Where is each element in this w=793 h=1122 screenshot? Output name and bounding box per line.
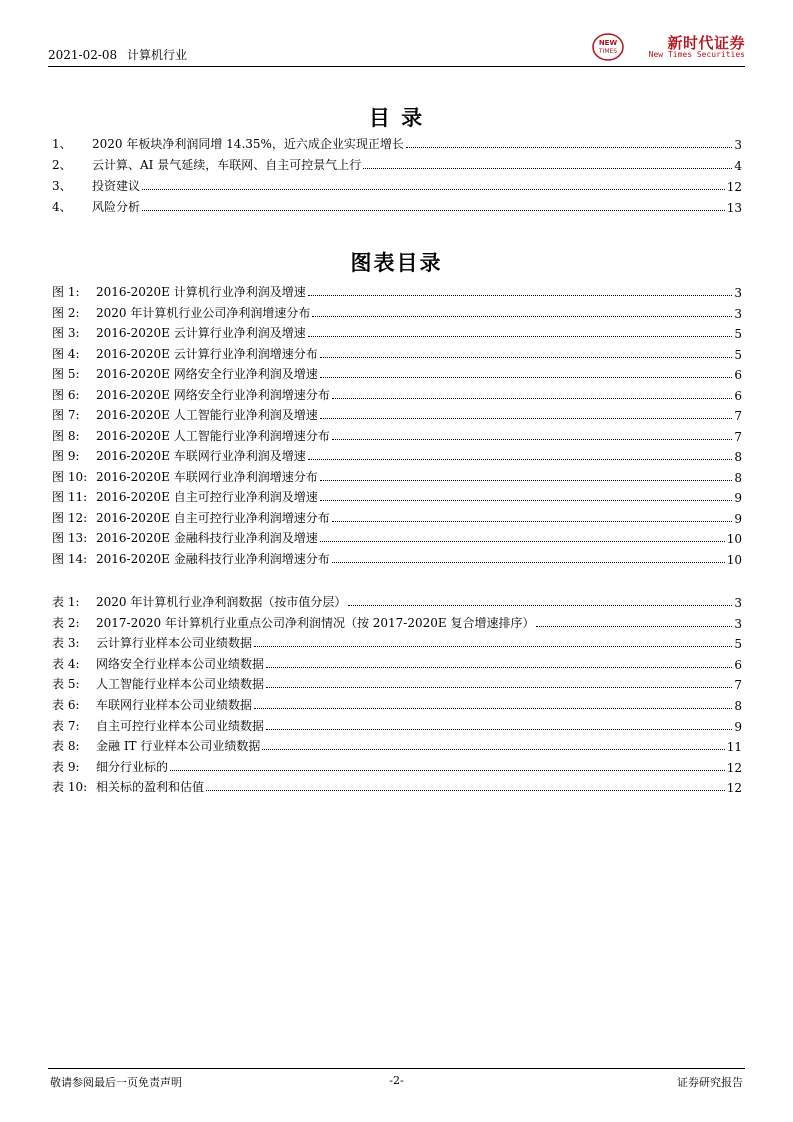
page-header — [48, 34, 745, 67]
toc-entry[interactable] — [52, 549, 742, 567]
entry-label: 人工智能行业样本公司业绩数据 — [96, 677, 265, 692]
report-type: 证券研究报告 — [677, 1076, 743, 1089]
toc-entry[interactable] — [52, 405, 742, 423]
entry-label: 投资建议 — [92, 179, 141, 193]
entry-number: 表 5: — [52, 677, 80, 692]
dot-leader — [320, 356, 733, 358]
dot-leader — [363, 167, 732, 169]
entry-number: 图 7: — [52, 408, 80, 422]
entry-page: 7 — [734, 429, 742, 444]
entry-page: 8 — [734, 470, 742, 485]
entry-label: 2020 年板块净利润同增 14.35%，近六成企业实现正增长 — [92, 137, 404, 151]
entry-number: 表 10: — [52, 780, 88, 795]
entry-number: 表 2: — [52, 615, 80, 630]
entry-label: 2016-2020E 人工智能行业净利润及增速 — [96, 408, 318, 422]
entry-number: 表 4: — [52, 656, 80, 671]
entry-number: 图 10: — [52, 469, 88, 484]
entry-label: 相关标的盈利和估值 — [96, 780, 205, 795]
entry-number: 图 9: — [52, 449, 80, 463]
entry-number: 2、 — [52, 158, 72, 172]
entry-page: 8 — [734, 450, 742, 464]
entry-page: 11 — [726, 740, 742, 755]
toc-entry[interactable] — [52, 197, 742, 215]
toc-entry[interactable] — [52, 364, 742, 382]
entry-number: 图 1: — [52, 285, 80, 299]
entry-page: 7 — [734, 678, 742, 693]
logo-emblem-icon — [591, 32, 625, 62]
toc-entry[interactable] — [52, 508, 742, 526]
toc-entry[interactable] — [52, 633, 742, 651]
dot-leader — [308, 294, 733, 296]
toc-entry[interactable] — [52, 654, 742, 672]
entry-page: 9 — [734, 719, 742, 734]
entry-label: 2016-2020E 计算机行业净利润及增速 — [96, 285, 306, 299]
entry-number: 4、 — [52, 200, 72, 214]
entry-label: 自主可控行业样本公司业绩数据 — [96, 718, 265, 733]
entry-label: 2016-2020E 自主可控行业净利润及增速 — [96, 490, 318, 504]
entry-number: 表 3: — [52, 636, 80, 651]
header-left — [48, 46, 193, 63]
dot-leader — [332, 520, 733, 522]
entry-page: 7 — [734, 409, 742, 423]
dot-leader — [332, 397, 733, 399]
entry-page: 4 — [734, 159, 742, 173]
entry-page: 3 — [734, 286, 742, 300]
dot-leader — [254, 707, 732, 709]
toc-entry[interactable] — [52, 716, 742, 734]
entry-number: 图 11: — [52, 490, 88, 504]
entry-number: 图 4: — [52, 346, 80, 361]
entry-page: 12 — [726, 781, 742, 796]
entry-label: 云计算、AI 景气延续，车联网、自主可控景气上行 — [92, 158, 362, 172]
disclaimer-note: 敬请参阅最后一页免责声明 — [50, 1076, 182, 1089]
page-number: -2- — [389, 1074, 404, 1087]
entry-label: 金融 IT 行业样本公司业绩数据 — [96, 739, 261, 754]
toc-entry[interactable] — [52, 282, 742, 300]
toc-title: 目 录 — [368, 106, 425, 130]
page-footer — [48, 1068, 745, 1089]
dot-leader — [142, 188, 725, 190]
toc-entry[interactable] — [52, 426, 742, 444]
entry-page: 6 — [734, 368, 742, 382]
entry-label: 车联网行业样本公司业绩数据 — [96, 698, 253, 712]
entry-number: 图 13: — [52, 531, 88, 545]
entry-label: 2016-2020E 金融科技行业净利润及增速 — [96, 531, 318, 545]
entry-label: 2016-2020E 网络安全行业净利润及增速 — [96, 367, 318, 381]
entry-number: 图 6: — [52, 387, 80, 402]
entry-number: 图 8: — [52, 428, 80, 443]
entry-page: 3 — [734, 306, 742, 321]
toc-entry[interactable] — [52, 323, 742, 341]
entry-label: 2016-2020E 金融科技行业净利润增速分布 — [96, 551, 330, 566]
toc-entry[interactable] — [52, 385, 742, 403]
svg-text:TIMES: TIMES — [598, 48, 618, 55]
entry-page: 5 — [734, 347, 742, 362]
entry-number: 图 2: — [52, 305, 80, 320]
entry-number: 表 1: — [52, 595, 80, 609]
entry-label: 2016-2020E 网络安全行业净利润增速分布 — [96, 387, 330, 402]
dot-leader — [262, 748, 724, 750]
entry-number: 图 12: — [52, 510, 88, 525]
report-date: 2021-02-08 — [48, 48, 118, 62]
entry-number: 表 8: — [52, 739, 80, 754]
dot-leader — [170, 769, 725, 771]
toc-entry[interactable] — [52, 592, 742, 610]
entry-page: 3 — [734, 138, 742, 152]
entry-number: 1、 — [52, 137, 72, 151]
entry-label: 2016-2020E 车联网行业净利润增速分布 — [96, 469, 318, 484]
dot-leader — [536, 625, 732, 627]
entry-label: 网络安全行业样本公司业绩数据 — [96, 656, 265, 671]
entry-label: 2020 年计算机行业公司净利润增速分布 — [96, 305, 311, 320]
dot-leader — [320, 417, 733, 419]
dot-leader — [332, 438, 733, 440]
dot-leader — [320, 376, 733, 378]
toc-entry[interactable] — [52, 695, 742, 713]
dot-leader — [254, 645, 732, 647]
entry-page: 13 — [726, 201, 742, 215]
entry-page: 5 — [734, 637, 742, 652]
toc-entry[interactable] — [52, 757, 742, 775]
toc-entry[interactable] — [52, 155, 742, 173]
dot-leader — [308, 458, 733, 460]
entry-page: 12 — [726, 180, 742, 194]
toc-entry[interactable] — [52, 344, 742, 362]
entry-page: 5 — [734, 327, 742, 341]
industry-name: 计算机行业 — [127, 48, 188, 62]
entry-label: 云计算行业样本公司业绩数据 — [96, 636, 253, 651]
figures-title: 图表目录 — [350, 251, 443, 275]
dot-leader — [266, 728, 732, 730]
entry-label: 2016-2020E 人工智能行业净利润增速分布 — [96, 428, 330, 443]
entry-page: 12 — [726, 760, 742, 775]
entry-page: 10 — [726, 552, 742, 567]
entry-label: 2020 年计算机行业净利润数据（按市值分层） — [96, 595, 347, 609]
entry-label: 2016-2020E 云计算行业净利润及增速 — [96, 326, 306, 340]
entry-label: 风险分析 — [92, 200, 141, 214]
toc-entry[interactable] — [52, 613, 742, 631]
entry-page: 3 — [734, 616, 742, 631]
company-logo — [598, 32, 745, 66]
entry-number: 表 9: — [52, 759, 80, 774]
entry-page: 6 — [734, 657, 742, 672]
entry-number: 图 14: — [52, 551, 88, 566]
toc-entry[interactable] — [52, 487, 742, 505]
entry-page: 9 — [734, 491, 742, 505]
entry-number: 图 5: — [52, 367, 80, 381]
entry-label: 2016-2020E 车联网行业净利润及增速 — [96, 449, 306, 463]
entry-number: 表 6: — [52, 698, 80, 712]
entry-page: 6 — [734, 388, 742, 403]
entry-page: 10 — [726, 532, 742, 546]
dot-leader — [266, 666, 732, 668]
toc-entry[interactable] — [52, 303, 742, 321]
dot-leader — [320, 540, 725, 542]
logo-chinese-name: 新时代证券 — [667, 34, 745, 52]
entry-number: 图 3: — [52, 326, 80, 340]
dot-leader — [332, 561, 725, 563]
entry-label: 细分行业标的 — [96, 759, 169, 774]
toc-entry[interactable] — [52, 674, 742, 692]
dot-leader — [266, 686, 732, 688]
dot-leader — [348, 604, 732, 606]
entry-label: 2017-2020 年计算机行业重点公司净利润情况（按 2017-2020E 复合增速排序） — [96, 615, 535, 630]
dot-leader — [206, 789, 725, 791]
dot-leader — [142, 209, 725, 211]
dot-leader — [320, 499, 733, 501]
dot-leader — [308, 335, 733, 337]
toc-entry[interactable] — [52, 446, 742, 464]
toc-entry[interactable] — [52, 777, 742, 795]
entry-page: 3 — [734, 596, 742, 610]
entry-label: 2016-2020E 云计算行业净利润增速分布 — [96, 346, 318, 361]
toc-entry[interactable] — [52, 134, 742, 152]
dot-leader — [406, 146, 732, 148]
logo-english-name: New Times Securities — [648, 50, 745, 59]
dot-leader — [312, 315, 732, 317]
entry-page: 9 — [734, 511, 742, 526]
svg-text:NEW: NEW — [598, 39, 618, 47]
entry-number: 3、 — [52, 179, 72, 193]
toc-entry[interactable] — [52, 736, 742, 754]
dot-leader — [320, 479, 733, 481]
toc-entry[interactable] — [52, 467, 742, 485]
entry-page: 8 — [734, 699, 742, 713]
toc-entry[interactable] — [52, 528, 742, 546]
entry-number: 表 7: — [52, 718, 80, 733]
entry-label: 2016-2020E 自主可控行业净利润增速分布 — [96, 510, 330, 525]
toc-entry[interactable] — [52, 176, 742, 194]
